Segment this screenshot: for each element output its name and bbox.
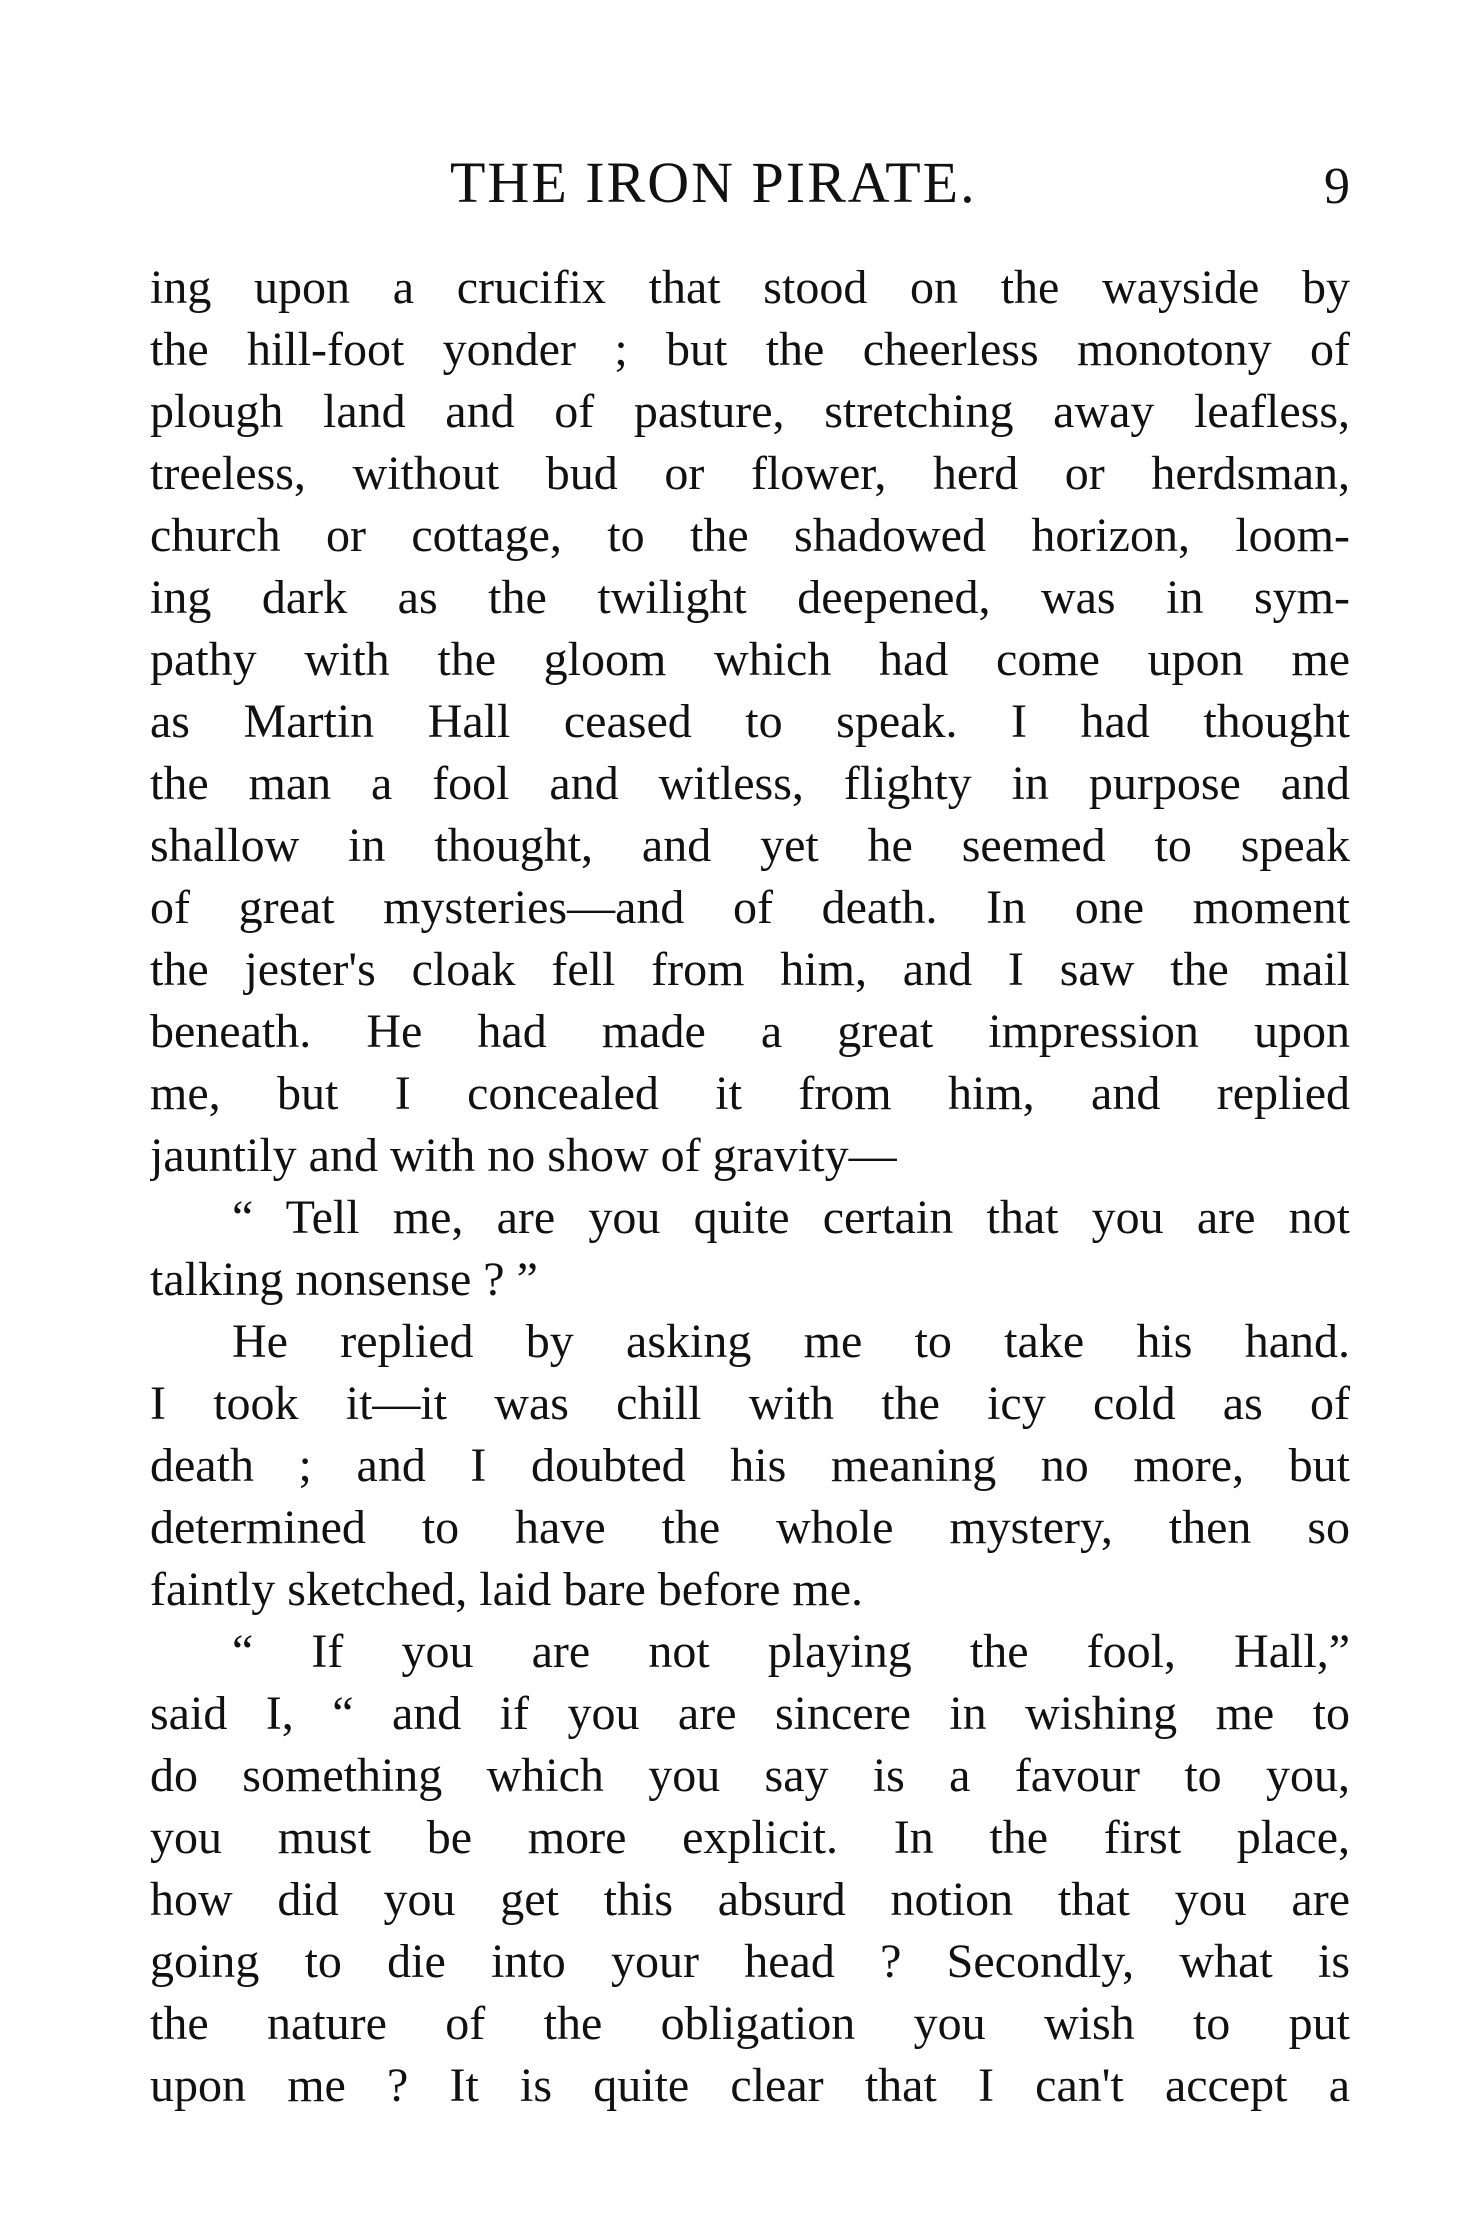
text-line: ing dark as the twilight deepened, was in sym- (150, 571, 1350, 624)
text-line: talking nonsense ? ” (150, 1253, 538, 1306)
text-line: ing upon a crucifix that stood on the wayside by (150, 261, 1350, 314)
text-line: pathy with the gloom which had come upon me (150, 633, 1350, 686)
text-line: going to die into your head ? Secondly, what is (150, 1935, 1350, 1988)
text-line: death ; and I doubted his meaning no more, but (150, 1439, 1350, 1492)
text-line: He replied by asking me to take his hand. (232, 1315, 1350, 1368)
page-number: 9 (1324, 158, 1350, 215)
text-line: beneath. He had made a great impression upon (150, 1005, 1350, 1058)
text-line: the nature of the obligation you wish to put (150, 1997, 1350, 2050)
text-line: the hill-foot yonder ; but the cheerless monotony of (150, 323, 1350, 376)
text-line: you must be more explicit. In the first place, (150, 1811, 1350, 1864)
text-line: as Martin Hall ceased to speak. I had thought (150, 695, 1350, 748)
text-line: of great mysteries—and of death. In one moment (150, 881, 1350, 934)
text-line: the man a fool and witless, flighty in purpose and (150, 757, 1350, 810)
text-line: how did you get this absurd notion that you are (150, 1873, 1350, 1926)
text-line: do something which you say is a favour to you, (150, 1749, 1350, 1802)
text-line: faintly sketched, laid bare before me. (150, 1563, 864, 1616)
running-title: THE IRON PIRATE. (450, 150, 977, 215)
text-line: said I, “ and if you are sincere in wishing me to (150, 1687, 1350, 1740)
text-line: the jester's cloak fell from him, and I saw the mail (150, 943, 1350, 996)
text-line: “ If you are not playing the fool, Hall,” (232, 1625, 1350, 1678)
body-text (150, 257, 1350, 2117)
running-header (150, 148, 1350, 218)
text-line: upon me ? It is quite clear that I can't accept a (150, 2059, 1350, 2112)
text-line: me, but I concealed it from him, and replied (150, 1067, 1350, 1120)
text-line: I took it—it was chill with the icy cold as of (150, 1377, 1350, 1430)
text-line: determined to have the whole mystery, then so (150, 1501, 1350, 1554)
text-line: “ Tell me, are you quite certain that you are not (232, 1191, 1350, 1244)
text-line: treeless, without bud or flower, herd or herdsman, (150, 447, 1350, 500)
text-line: plough land and of pasture, stretching away leafless, (150, 385, 1350, 438)
text-line: shallow in thought, and yet he seemed to speak (150, 819, 1350, 872)
text-line: church or cottage, to the shadowed horizon, loom- (150, 509, 1350, 562)
text-line: jauntily and with no show of gravity— (150, 1129, 897, 1182)
